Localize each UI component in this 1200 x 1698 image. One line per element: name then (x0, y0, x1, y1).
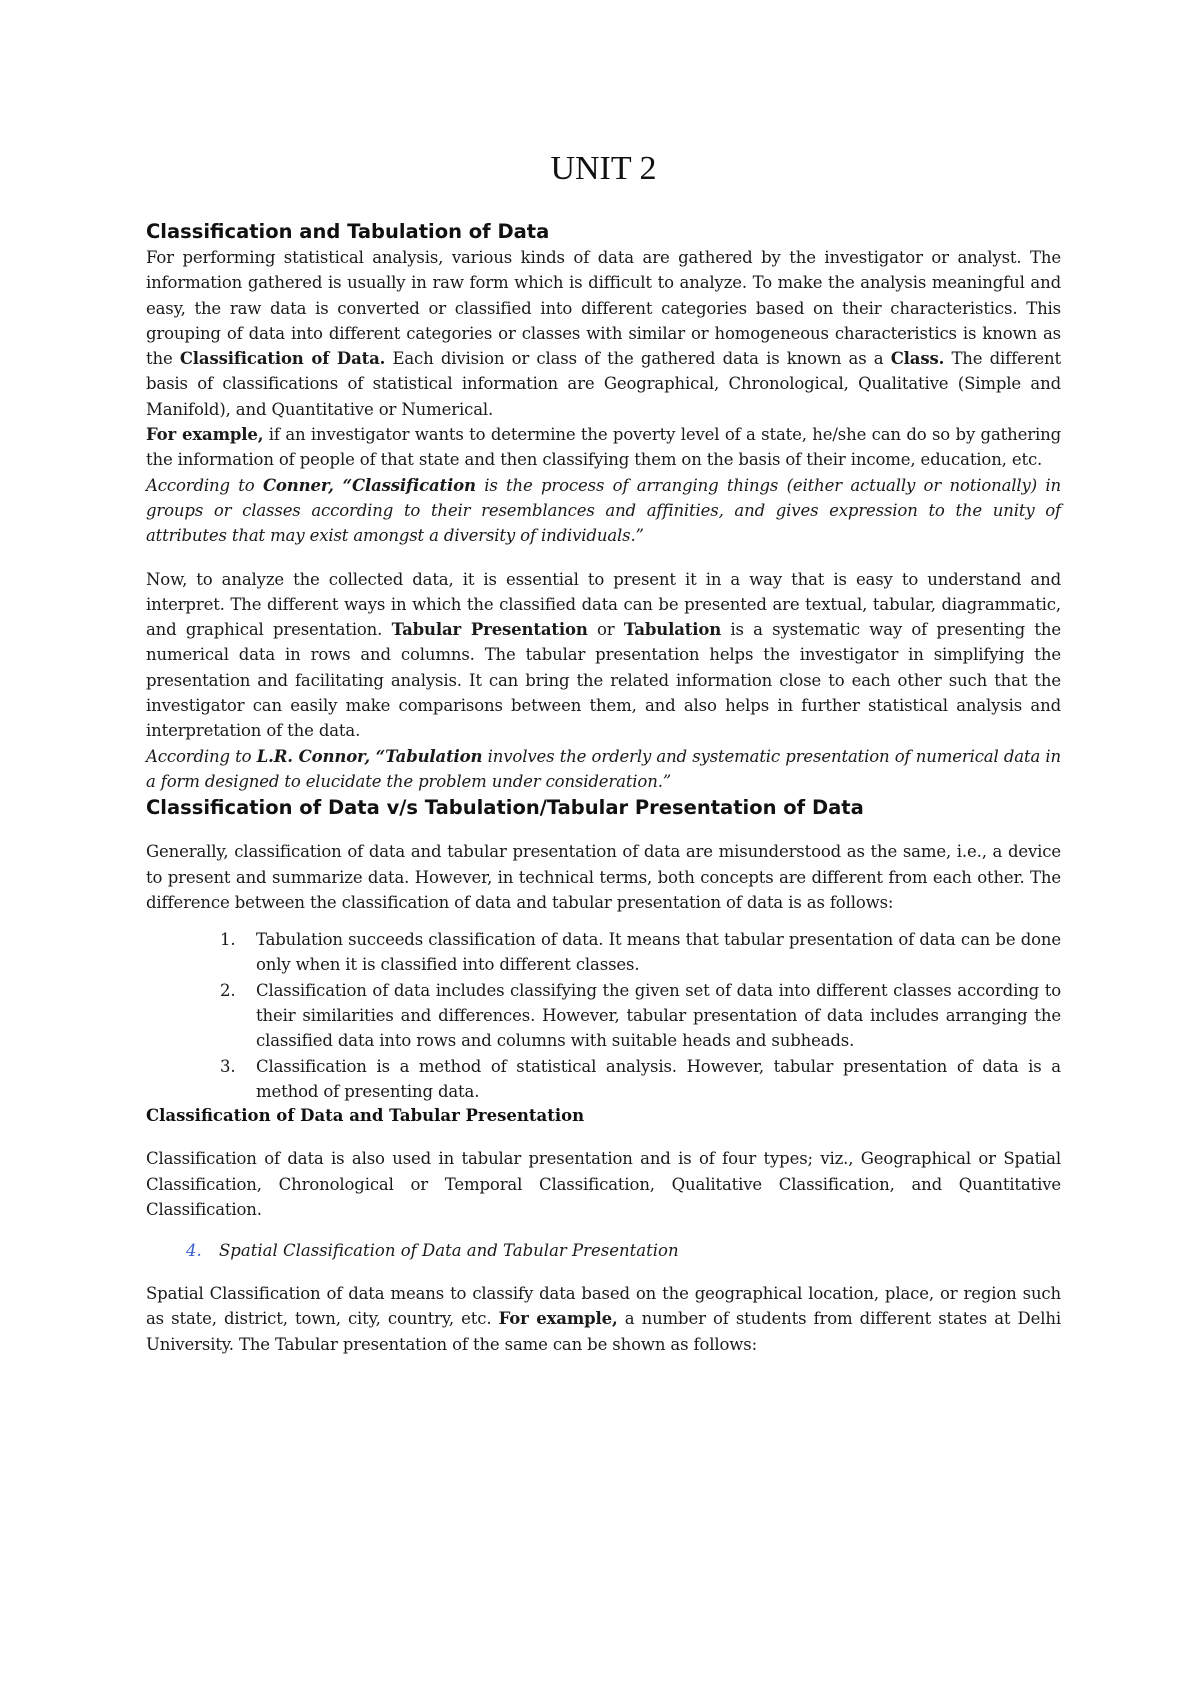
difference-list (146, 927, 1061, 1104)
paragraph-four-types: Classification of data is also used in tabular presentation and is of four types; viz., Geographical or Spatial Classification, Chronological or Temporal Classification, Qualitative Classification, and Quantitative Classification. (146, 1149, 1061, 1219)
unit-title: UNIT 2 (550, 150, 657, 187)
paragraph-tabulation-intro: Now, to analyze the collected data, it is essential to present it in a way that is easy to understand and interpret. The different ways in which the classified data can be presented are textual, tabular, diagrammatic, and graphical presentation. Tabular Presentation or Tabulation is a systematic way of presenting the numerical data in rows and columns. The tabular presentation helps the investigator in simplifying the presentation and facilitating analysis. It can bring the related information close to each other such that the investigator can easily make comparisons between them, and also helps in further statistical analysis and interpretation of the data. (146, 569, 1061, 741)
quote-conner: According to Conner, “Classification is the process of arranging things (either actually or notionally) in groups or classes according to their resemblances and affinities, and gives expression to the unity of attributes that may exist amongst a diversity of individuals.” (146, 475, 1061, 546)
paragraph-example: For example, if an investigator wants to determine the poverty level of a state, he/she can do so by gathering the information of people of that state and then classifying them on the basis of their income, education, etc. (146, 425, 1061, 470)
paragraph-classification-intro: For performing statistical analysis, various kinds of data are gathered by the investigator or analyst. The information gathered is usually in raw form which is difficult to analyze. To make the analysis meaningful and easy, the raw data is converted or classified into different categories based on their characteristics. This grouping of data into different categories or classes with similar or homogeneous characteristics is known as the Classification of Data. Each division or class of the gathered data is known as a Class. The different basis of classifications of statistical information are Geographical, Chronological, Qualitative (Simple and Manifold), and Quantitative or Numerical. (146, 248, 1062, 419)
section-heading-vs: Classification of Data v/s Tabulation/Tabular Presentation of Data (146, 796, 864, 820)
quote-connor: According to L.R. Connor, “Tabulation involves the orderly and systematic presentation of numerical data in a form designed to elucidate the problem under consideration.” (146, 746, 1061, 791)
section-heading-tabular-presentation: Classification of Data and Tabular Presentation (146, 1106, 585, 1126)
list-item: 3. Classification is a method of statistical analysis. However, tabular presentation of data is a method of presenting data. (220, 1056, 1061, 1101)
section-heading-classification-tabulation: Classification and Tabulation of Data (146, 220, 550, 243)
list-item: 1. Tabulation succeeds classification of data. It means that tabular presentation of data can be done only when it is classified into different classes. (220, 930, 1061, 975)
document-page (146, 150, 1061, 1357)
paragraph-vs-intro: Generally, classification of data and tabular presentation of data are misunderstood as the same, i.e., a device to present and summarize data. However, in technical terms, both concepts are different from each other. The difference between the classification of data and tabular presentation of data is as follows: (146, 842, 1061, 912)
list-item: 2. Classification of data includes classifying the given set of data into different classes according to their similarities and differences. However, tabular presentation of data includes arranging the classified data into rows and columns with suitable heads and subheads. (220, 980, 1061, 1051)
paragraph-spatial-classification: Spatial Classification of data means to classify data based on the geographical location, place, or region such as state, district, town, city, country, etc. For example, a number of students from different states at Delhi University. The Tabular presentation of the same can be shown as follows: (146, 1284, 1061, 1354)
subheading-spatial-classification: 4. Spatial Classification of Data and Tabular Presentation (186, 1241, 679, 1261)
